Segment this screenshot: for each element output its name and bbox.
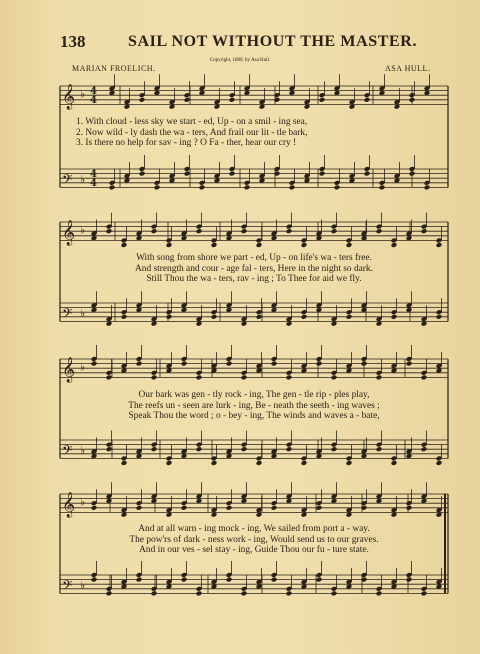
notehead xyxy=(421,446,428,452)
notehead xyxy=(331,374,338,380)
bass-clef: 𝄢 xyxy=(62,577,73,597)
notehead xyxy=(436,314,443,320)
notehead xyxy=(91,361,98,367)
notehead xyxy=(316,361,323,367)
notehead xyxy=(226,505,233,511)
notehead xyxy=(436,460,443,466)
notehead xyxy=(286,590,293,596)
lyric-verse-2: The pow'rs of dark - ness work - ing, Would send us to our graves. xyxy=(129,534,379,545)
notehead xyxy=(154,184,161,190)
notehead xyxy=(409,171,416,177)
notehead xyxy=(139,97,146,103)
notehead xyxy=(301,314,308,320)
treble-clef: 𝄞 xyxy=(62,84,76,110)
notehead xyxy=(91,505,98,511)
notehead xyxy=(106,228,113,234)
notehead xyxy=(271,577,278,583)
notehead xyxy=(346,460,353,466)
lyric-verse-3: Speak Thou the word ; o - bey - ing, The winds and waves a - bate, xyxy=(128,411,380,422)
bass-clef: 𝄢 xyxy=(62,305,73,325)
lyric-verse-2: And strength and cour - age fal - ters, Here in the night so dark. xyxy=(135,263,373,274)
notehead xyxy=(139,171,146,177)
notehead xyxy=(301,460,308,466)
lyricist-credit: MARIAN FROELICH. xyxy=(72,64,156,73)
notehead xyxy=(406,577,413,583)
notehead xyxy=(364,97,371,103)
notehead xyxy=(376,590,383,596)
lyric-verse-3: And in our ves - sel stay - ing, Guide Thou our fu - ture state. xyxy=(139,545,369,556)
notehead xyxy=(121,242,128,248)
flat-key-signature: ♭ xyxy=(80,578,86,592)
time-signature: 4 xyxy=(90,178,97,189)
notehead xyxy=(286,374,293,380)
flat-key-signature: ♭ xyxy=(80,223,86,237)
notehead xyxy=(121,314,128,320)
notehead xyxy=(316,505,323,511)
notehead xyxy=(136,577,143,583)
notehead xyxy=(391,314,398,320)
hymn-title: SAIL NOT WITHOUT THE MASTER. xyxy=(128,33,418,50)
notehead xyxy=(256,460,263,466)
notehead xyxy=(319,97,326,103)
notehead xyxy=(346,242,353,248)
notehead xyxy=(91,577,98,583)
notehead xyxy=(331,590,338,596)
treble-clef: 𝄞 xyxy=(62,220,76,246)
time-signature: 4 xyxy=(90,169,97,180)
page-number: 138 xyxy=(60,32,86,51)
bass-clef: 𝄢 xyxy=(62,442,73,462)
notehead xyxy=(106,374,113,380)
notehead xyxy=(376,374,383,380)
flat-key-signature: ♭ xyxy=(80,172,86,186)
notehead xyxy=(196,374,203,380)
notehead xyxy=(376,228,383,234)
notehead xyxy=(271,505,278,511)
lyric-verse-1: With song from shore we part - ed, Up - on life's wa - ters free. xyxy=(136,253,372,263)
composer-credit: ASA HULL. xyxy=(385,64,431,73)
notehead xyxy=(301,242,308,248)
lyric-verse-1: And at all warn - ing mock - ing, We sailed from port a - way. xyxy=(138,524,370,534)
notehead xyxy=(151,374,158,380)
notehead xyxy=(286,228,293,234)
notehead xyxy=(196,228,203,234)
notehead xyxy=(196,446,203,452)
flat-key-signature: ♭ xyxy=(80,87,86,101)
notehead xyxy=(436,242,443,248)
notehead xyxy=(136,361,143,367)
notehead xyxy=(136,505,143,511)
notehead xyxy=(241,228,248,234)
notehead xyxy=(121,460,128,466)
notehead xyxy=(391,242,398,248)
treble-clef: 𝄞 xyxy=(62,357,76,383)
notehead xyxy=(256,242,263,248)
flat-key-signature: ♭ xyxy=(80,495,86,509)
lyric-verse-1: 1. With cloud - less sky we start - ed, Up - on a smil - ing sea, xyxy=(76,117,308,127)
lyric-verse-1: Our bark was gen - tly rock - ing, The gen - tle rip - ples play, xyxy=(138,390,370,400)
lyric-verse-3: 3. Is there no help for sav - ing ? O Fa - ther, hear our cry ! xyxy=(76,138,297,149)
notehead xyxy=(109,184,116,190)
notehead xyxy=(181,361,188,367)
lyric-verse-3: Still Thou the wa - ters, rav - ing ; To Thee for aid we fly. xyxy=(146,274,362,285)
notehead xyxy=(334,184,341,190)
notehead xyxy=(241,590,248,596)
notehead xyxy=(151,228,158,234)
notehead xyxy=(151,590,158,596)
notehead xyxy=(361,361,368,367)
notehead xyxy=(241,446,248,452)
bass-clef: 𝄢 xyxy=(62,171,73,191)
notehead xyxy=(406,505,413,511)
notehead xyxy=(286,446,293,452)
notehead xyxy=(184,97,191,103)
notehead xyxy=(316,577,323,583)
flat-key-signature: ♭ xyxy=(80,360,86,374)
notehead xyxy=(184,171,191,177)
notehead xyxy=(421,590,428,596)
notehead xyxy=(346,314,353,320)
notehead xyxy=(196,590,203,596)
notehead xyxy=(331,446,338,452)
notehead xyxy=(289,184,296,190)
flat-key-signature: ♭ xyxy=(80,443,86,457)
notehead xyxy=(181,577,188,583)
notehead xyxy=(256,314,263,320)
lyrics-system-1 xyxy=(60,117,448,149)
time-signature: 4 xyxy=(90,95,97,106)
notehead xyxy=(226,361,233,367)
notehead xyxy=(211,314,218,320)
notehead xyxy=(409,97,416,103)
lyrics-system-2 xyxy=(60,253,448,285)
treble-clef: 𝄞 xyxy=(62,492,76,518)
notehead xyxy=(166,314,173,320)
lyrics-system-4 xyxy=(60,524,448,556)
notehead xyxy=(319,171,326,177)
notehead xyxy=(181,505,188,511)
time-signature: 4 xyxy=(90,86,97,97)
notehead xyxy=(166,460,173,466)
notehead xyxy=(244,184,251,190)
notehead xyxy=(379,184,386,190)
notehead xyxy=(376,446,383,452)
notehead xyxy=(106,590,113,596)
notehead xyxy=(271,361,278,367)
notehead xyxy=(211,242,218,248)
notehead xyxy=(406,361,413,367)
copyright-notice: Copyright, 1880, by Asa Hull. xyxy=(209,58,271,63)
notehead xyxy=(106,446,113,452)
notehead xyxy=(199,184,206,190)
notehead xyxy=(364,171,371,177)
flat-key-signature: ♭ xyxy=(80,306,86,320)
notehead xyxy=(226,577,233,583)
notehead xyxy=(166,242,173,248)
notehead xyxy=(424,184,431,190)
notehead xyxy=(229,171,236,177)
notehead xyxy=(241,374,248,380)
notehead xyxy=(211,460,218,466)
notehead xyxy=(331,228,338,234)
notehead xyxy=(421,374,428,380)
lyric-verse-2: The reefs un - seen are lurk - ing, Be - neath the seeth - ing waves ; xyxy=(128,400,380,411)
notehead xyxy=(151,446,158,452)
notehead xyxy=(229,97,236,103)
notehead xyxy=(421,228,428,234)
lyrics-system-3 xyxy=(60,390,448,422)
lyric-verse-2: 2. Now wild - ly dash the wa - ters, And frail our lit - tle bark, xyxy=(76,127,308,138)
notehead xyxy=(391,460,398,466)
